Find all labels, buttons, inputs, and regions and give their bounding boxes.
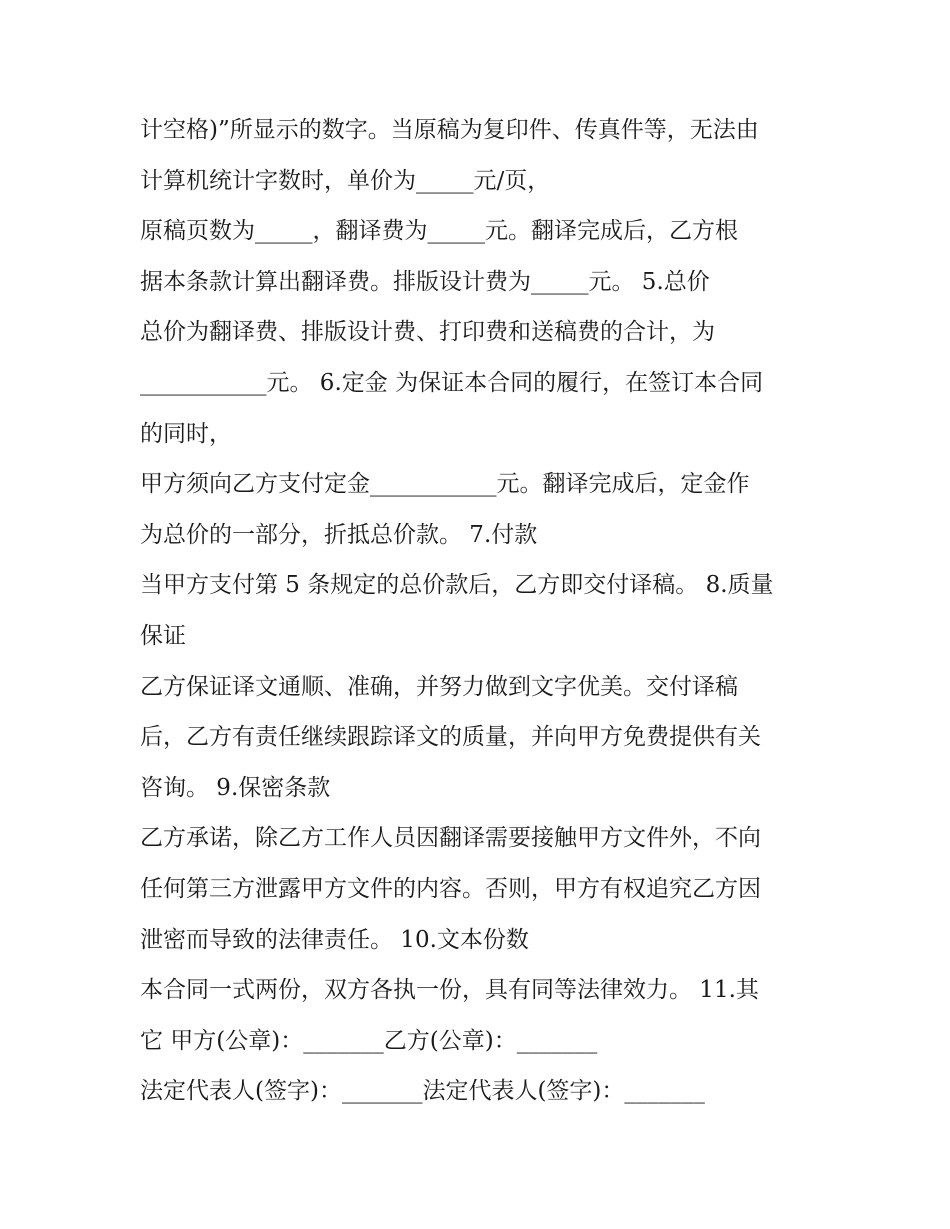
text-line: ___________元。 6.定金 为保证本合同的履行，在签订本合同 [140,369,764,396]
text-line: 的同时， [140,420,232,447]
text-line: 保证 [140,622,186,649]
text-line: 咨询。 9.保密条款 [140,774,331,801]
text-line: 本合同一式两份，双方各执一份，具有同等法律效力。 11.其 [140,977,759,1004]
text-line: 法定代表人(签字)：_______法定代表人(签字)：_______ [140,1078,705,1105]
text-line: 据本条款计算出翻译费。排版设计费为_____元。 5.总价 [140,268,710,295]
text-line: 原稿页数为_____，翻译费为_____元。翻译完成后，乙方根 [140,218,738,245]
text-line: 泄密而导致的法律责任。 10.文本份数 [140,926,529,953]
text-line: 甲方须向乙方支付定金___________元。翻译完成后，定金作 [140,471,750,498]
text-line: 计算机统计字数时，单价为_____元/页， [140,167,551,194]
text-line: 任何第三方泄露甲方文件的内容。否则，甲方有权追究乙方因 [140,875,761,902]
text-line: 计空格)”所显示的数字。当原稿为复印件、传真件等，无法由 [140,117,759,143]
text-line: 当甲方支付第 5 条规定的总价款后，乙方即交付译稿。 8.质量 [140,572,774,599]
text-line: 总价为翻译费、排版设计费、打印费和送稿费的合计，为 [140,319,715,346]
text-line: 乙方承诺，除乙方工作人员因翻译需要接触甲方文件外，不向 [140,825,761,852]
text-line: 它 甲方(公章)：_______乙方(公章)：_______ [140,1027,598,1054]
text-line: 后，乙方有责任继续跟踪译文的质量，并向甲方免费提供有关 [140,724,761,751]
text-line: 为总价的一部分，折抵总价款。 7.付款 [140,521,538,548]
contract-text-block [140,105,820,1117]
text-line: 乙方保证译文通顺、准确，并努力做到文字优美。交付译稿 [140,673,738,700]
